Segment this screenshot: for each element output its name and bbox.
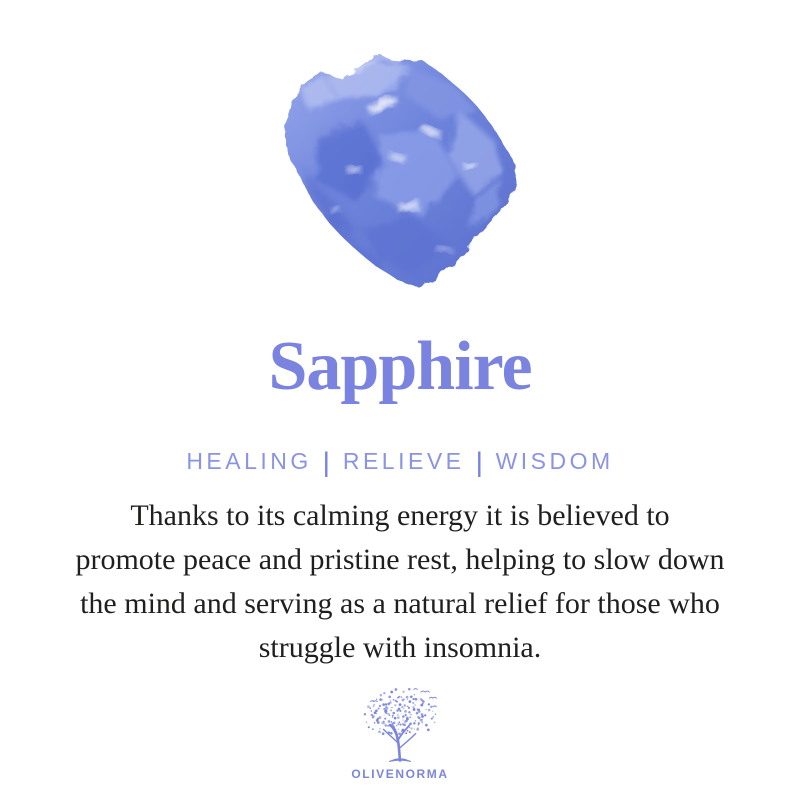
olivenorma-tree-icon <box>356 686 444 764</box>
keyword-relieve: RELIEVE <box>342 448 465 474</box>
sapphire-stone-icon <box>261 46 537 298</box>
description-line: the mind and serving as a natural relief for those who <box>80 587 720 620</box>
description-line: Thanks to its calming energy it is believed to <box>130 499 670 532</box>
gem-keywords <box>0 447 800 478</box>
keyword-separator: | <box>476 447 484 477</box>
brand-name: OLIVENORMA <box>351 767 449 781</box>
gem-title: Sapphire <box>268 328 532 405</box>
gem-description <box>30 494 770 670</box>
description-line: struggle with insomnia. <box>258 631 542 664</box>
description-line: promote peace and pristine rest, helping to slow down <box>75 543 725 576</box>
brand-logo <box>356 686 444 764</box>
keyword-separator: | <box>323 447 332 477</box>
keyword-wisdom: WISDOM <box>495 448 614 474</box>
keyword-healing: HEALING <box>186 448 312 474</box>
sapphire-stone-image <box>261 46 537 298</box>
